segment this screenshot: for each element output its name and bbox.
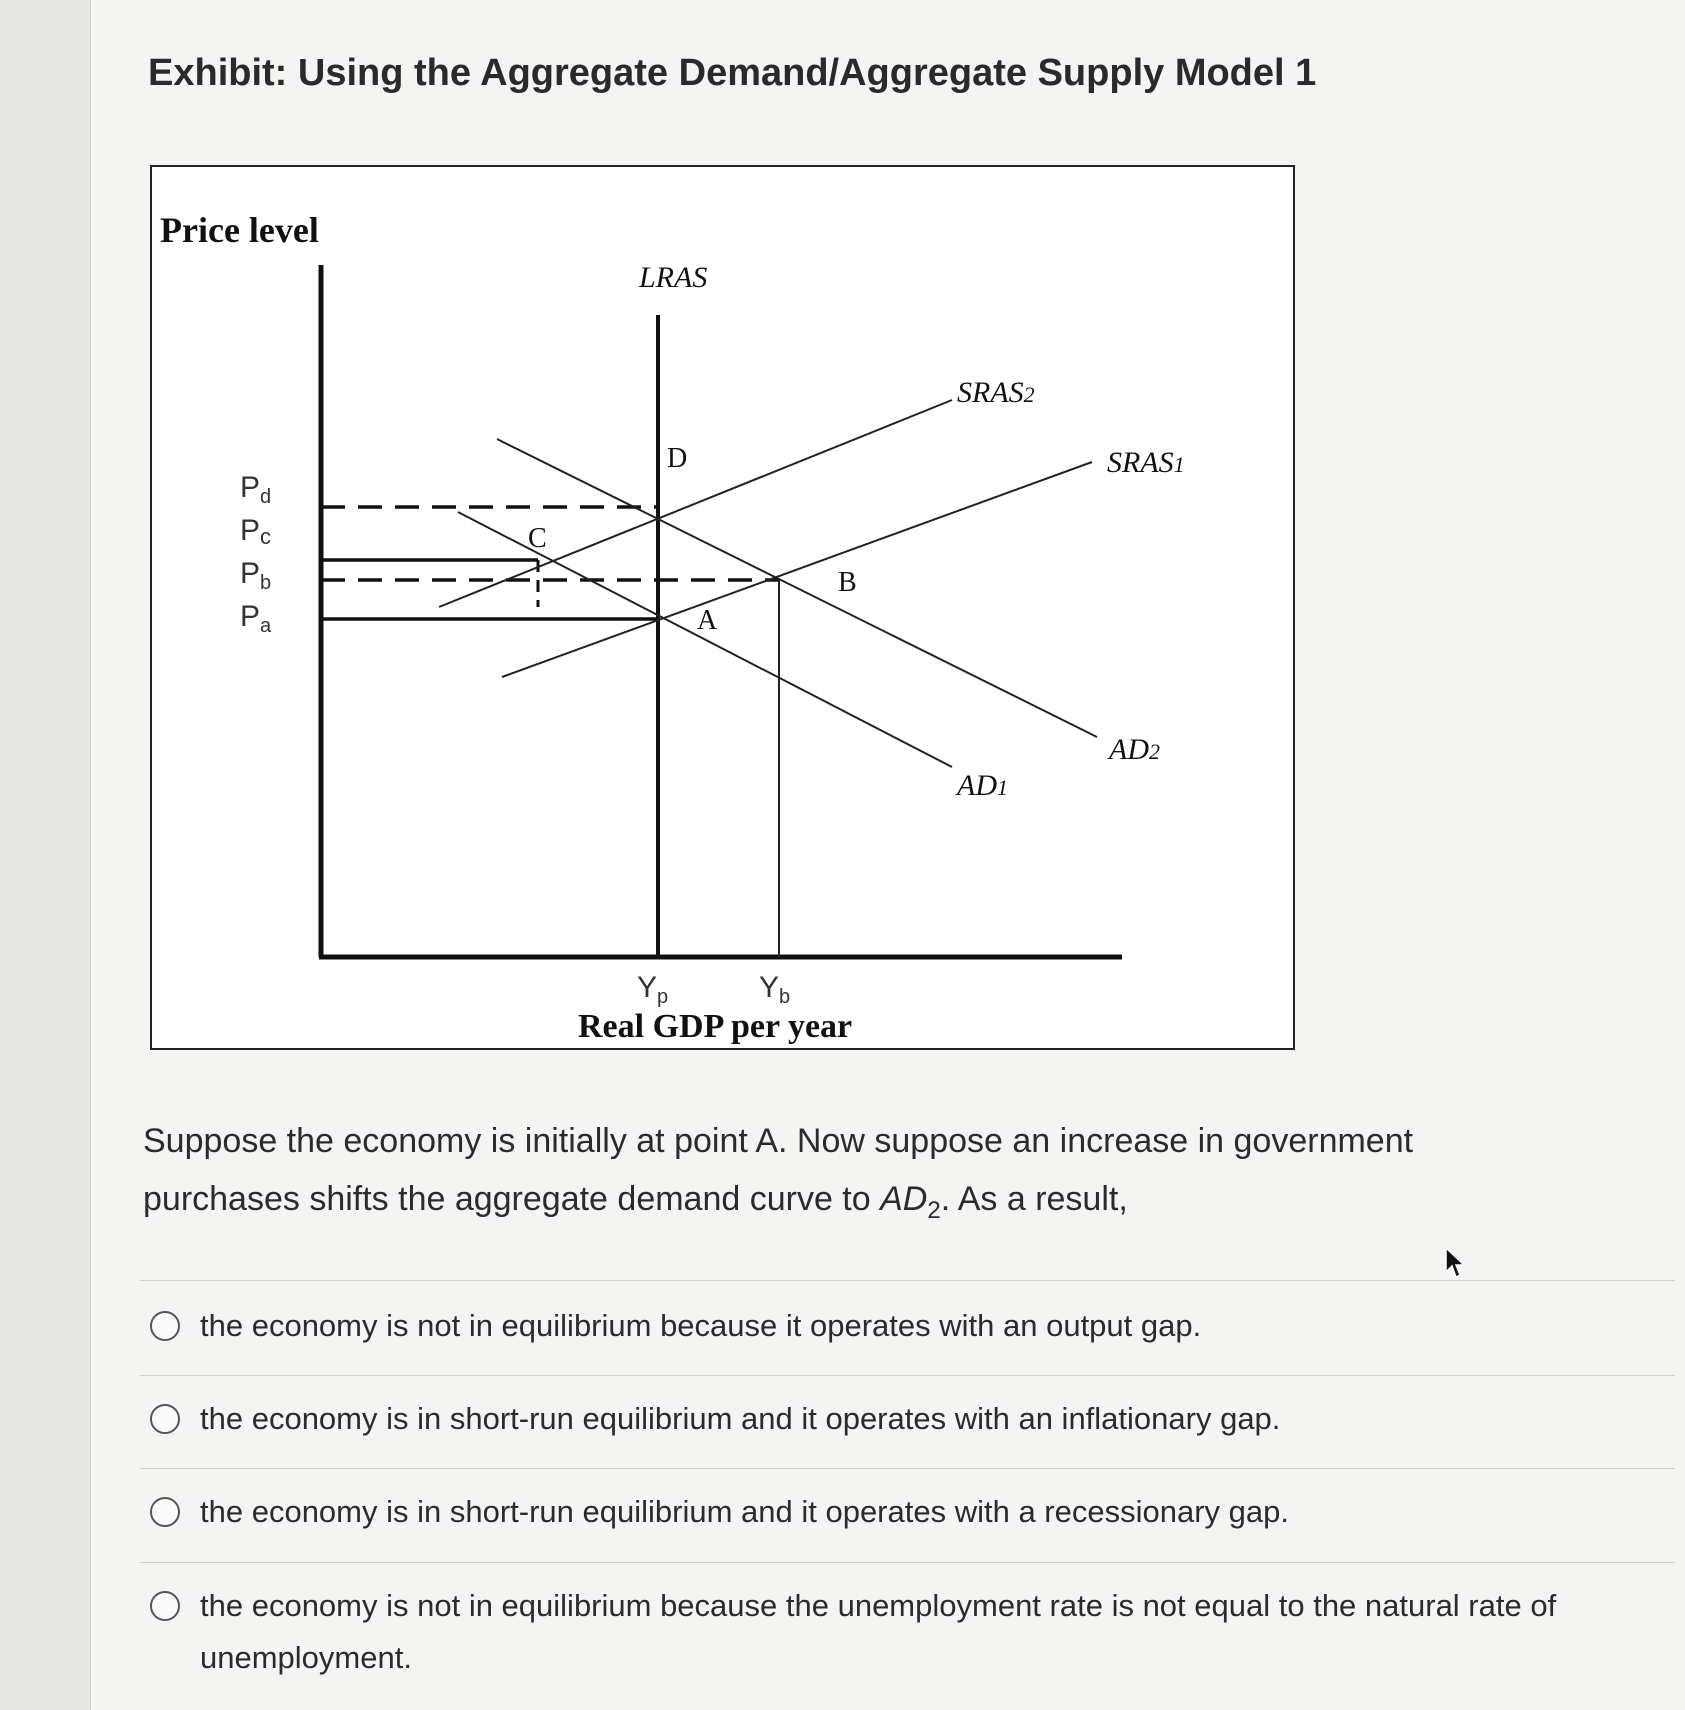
ad1-label: AD1 — [957, 769, 1008, 802]
point-c-label: C — [528, 523, 547, 554]
y-axis-label: Price level — [160, 210, 319, 250]
sras1-curve — [502, 462, 1092, 677]
sras2-label: SRAS2 — [957, 376, 1035, 409]
sras2-curve — [439, 400, 952, 607]
ad2-label: AD2 — [1109, 733, 1160, 766]
answer-option-4[interactable]: the economy is not in equilibrium because the unemployment rate is not equal to the natural rate of unemployment. — [150, 1580, 1650, 1684]
divider — [140, 1562, 1675, 1563]
divider — [140, 1468, 1675, 1469]
answer-option-3[interactable]: the economy is in short-run equilibrium and it operates with a recessionary gap. — [150, 1486, 1650, 1538]
pb-tick-label: $P_b$ — [240, 557, 272, 594]
answer-option-2[interactable]: the economy is in short-run equilibrium and it operates with an inflationary gap. — [150, 1393, 1650, 1445]
divider — [140, 1280, 1675, 1281]
x-axis-label: Real GDP per year — [578, 1008, 853, 1045]
pa-tick-label: $P_a$ — [240, 600, 272, 637]
point-b-label: B — [838, 567, 857, 598]
divider — [140, 1375, 1675, 1376]
radio-button[interactable] — [150, 1311, 180, 1341]
radio-button[interactable] — [150, 1591, 180, 1621]
page-title: Exhibit: Using the Aggregate Demand/Aggregate Supply Model 1 — [148, 52, 1317, 94]
lras-label: LRAS — [639, 261, 708, 294]
yp-tick-label: $Y_p$ — [637, 971, 669, 1008]
point-a-label: A — [697, 605, 718, 636]
yb-tick-label: $Y_b$ — [759, 971, 791, 1008]
radio-button[interactable] — [150, 1497, 180, 1527]
answer-option-1[interactable]: the economy is not in equilibrium because it operates with an output gap. — [150, 1300, 1650, 1352]
sras1-label: SRAS1 — [1107, 446, 1185, 479]
question-text: Suppose the economy is initially at point A. Now suppose an increase in government purchases shifts the aggregate demand curve to $AD_2$. As a result, — [143, 1122, 1414, 1224]
ad-as-figure — [150, 165, 1295, 1050]
pd-tick-label: $P_d$ — [240, 471, 272, 508]
mouse-cursor-icon — [1444, 1246, 1466, 1280]
ad2-curve — [497, 439, 1097, 737]
radio-button[interactable] — [150, 1404, 180, 1434]
point-d-label: D — [667, 443, 688, 474]
ad-as-chart — [152, 167, 1293, 1048]
pc-tick-label: Pc — [240, 514, 272, 549]
